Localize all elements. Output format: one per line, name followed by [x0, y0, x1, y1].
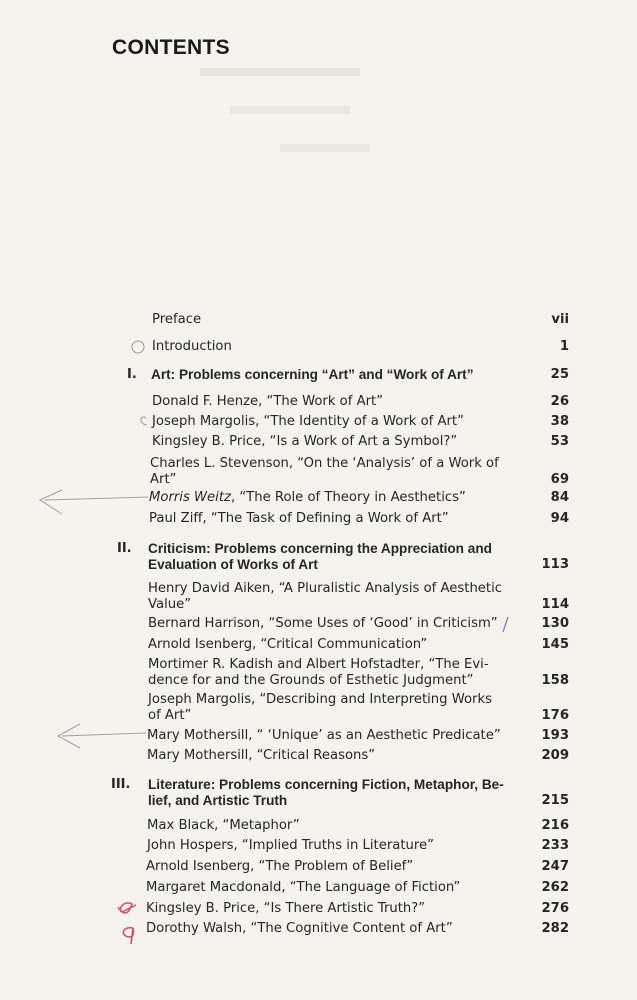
entry-title-line: Value” — [148, 596, 192, 612]
section-number: II. — [117, 541, 132, 556]
entry-title-line: dence for and the Grounds of Esthetic Judgment” — [148, 672, 474, 688]
entry-title-line: Charles L. Stevenson, “On the ‘Analysis’ of a Work of — [150, 456, 499, 471]
entry-title-line: Arnold Isenberg, “The Problem of Belief” — [146, 859, 414, 874]
entry-title-line: Art” — [150, 471, 177, 487]
page-number: vii — [551, 312, 569, 327]
entry-title-line: Mortimer R. Kadish and Albert Hofstadter, “The Evi- — [148, 657, 489, 672]
page-number: 26 — [550, 394, 569, 409]
red-pen-check-mark — [118, 903, 136, 913]
entry-title-line: John Hospers, “Implied Truths in Literature” — [147, 838, 434, 853]
page-number: 276 — [541, 901, 569, 916]
entry-title-line: Max Black, “Metaphor” — [147, 818, 300, 833]
page-number: 247 — [541, 859, 569, 874]
page-number: 193 — [541, 728, 569, 743]
page-number: 53 — [550, 434, 569, 449]
entry-title-line: Margaret Macdonald, “The Language of Fiction” — [146, 880, 461, 895]
page-number: 209 — [541, 748, 569, 763]
page-number: 25 — [550, 367, 569, 382]
entry-title-line: Mary Mothersill, “Critical Reasons” — [147, 748, 376, 763]
page-number: 145 — [541, 637, 569, 652]
section-number: I. — [127, 367, 137, 382]
entry-title-line: Literature: Problems concerning Fiction, Metaphor, Be- — [148, 777, 504, 792]
pencil-circle-mark — [132, 341, 144, 353]
entry-title-line: Joseph Margolis, “The Identity of a Work of Art” — [152, 414, 464, 429]
page-title: CONTENTS — [112, 36, 230, 59]
page-number: 262 — [541, 880, 569, 895]
page-number: 94 — [550, 511, 569, 526]
entry-title-line: Preface — [152, 312, 202, 327]
entry-title-line: Henry David Aiken, “A Pluralistic Analysis of Aesthetic — [148, 581, 503, 596]
page-number: 282 — [541, 921, 569, 936]
entry-title-line: Evaluation of Works of Art — [148, 556, 318, 572]
entry-title-line: Introduction — [152, 339, 232, 354]
entry-title-line: Kingsley B. Price, “Is a Work of Art a Symbol?” — [152, 434, 458, 449]
entry-title-line: Kingsley B. Price, “Is There Artistic Truth?” — [146, 901, 426, 916]
pen-slash-mark — [503, 617, 508, 632]
page-number: 216 — [541, 818, 569, 833]
pencil-arrow-mark — [40, 490, 148, 514]
entry-title-line: Art: Problems concerning “Art” and “Work of Art” — [151, 367, 474, 382]
page-number: 233 — [541, 838, 569, 853]
entry-title-line: Arnold Isenberg, “Critical Communication” — [148, 637, 428, 652]
page-number: 113 — [541, 557, 569, 572]
page-number: 69 — [550, 472, 569, 487]
pencil-circle-mark — [141, 417, 147, 425]
entry-title-line: Dorothy Walsh, “The Cognitive Content of Art” — [146, 921, 453, 936]
entry-title-line: Joseph Margolis, “Describing and Interpreting Works — [148, 692, 492, 707]
page-number: 84 — [550, 490, 569, 505]
page-number: 38 — [550, 414, 569, 429]
pencil-arrow-mark — [58, 724, 146, 748]
entry-title-line: Paul Ziff, “The Task of Defining a Work of Art” — [149, 511, 449, 526]
page-number: 176 — [541, 708, 569, 723]
page-number: 130 — [541, 616, 569, 631]
page-number: 1 — [559, 339, 569, 354]
page-number: 114 — [541, 597, 569, 612]
red-pen-check-mark — [123, 928, 133, 944]
entry-title-line: Criticism: Problems concerning the Appreciation and — [148, 541, 492, 556]
entry-title-line: , “The Role of Theory in Aesthetics” — [230, 490, 466, 505]
page-number: 158 — [541, 673, 569, 688]
entry-title-line: Bernard Harrison, “Some Uses of ‘Good’ in Criticism” — [148, 616, 498, 631]
entry-title-line: Donald F. Henze, “The Work of Art” — [152, 394, 384, 409]
entry-title-line: Mary Mothersill, “ ‘Unique’ as an Aesthetic Predicate” — [147, 728, 501, 743]
entry-title-line: of Art” — [148, 707, 192, 723]
page-number: 215 — [541, 793, 569, 808]
entry-title-line: lief, and Artistic Truth — [148, 792, 288, 808]
section-number: III. — [111, 777, 131, 792]
entry-author: Morris Weitz — [149, 490, 231, 505]
